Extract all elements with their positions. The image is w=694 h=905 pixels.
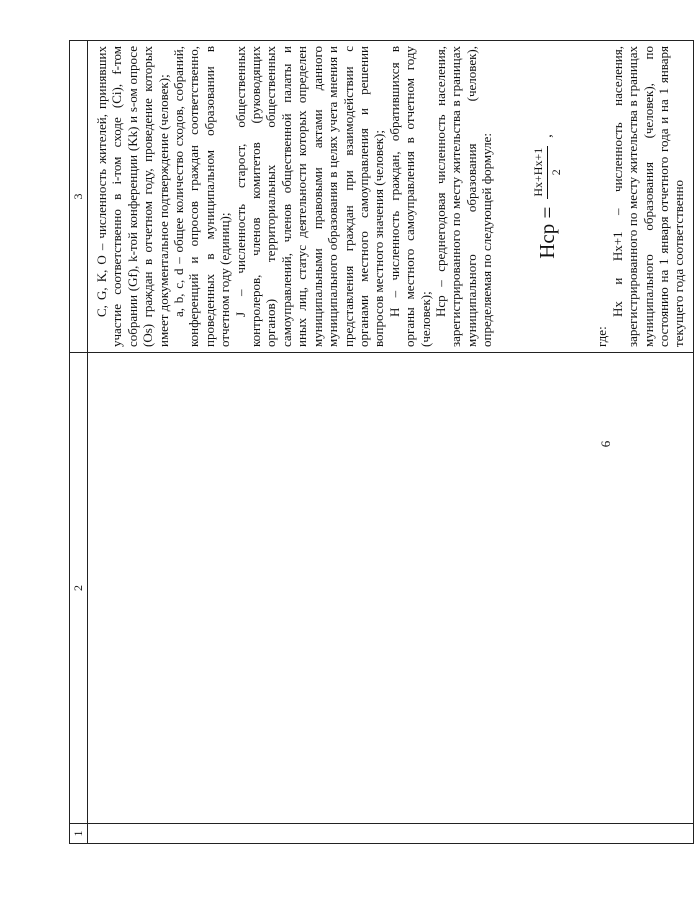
- where-label: где:: [594, 326, 610, 347]
- average-population-formula: [531, 46, 565, 347]
- definition-appeals: Н – численность граждан, обратившихся в органы местного самоуправления в отчетном году (человек);: [386, 46, 433, 347]
- formula-denominator: 2: [548, 169, 563, 176]
- col-header-2: 2: [70, 353, 88, 824]
- indicator-table: [69, 40, 694, 844]
- definition-participants: C, G, K, O – численность жителей, принявших участие соответственно в i-том сходе (Ci), f-том собрании (Gf), k-той конференции (Kk) и s-ом опросе (Os) граждан в отчетном году, проведение которых имеет документальное подтверждение (человек);: [94, 46, 171, 347]
- page-number: 6: [598, 440, 613, 448]
- table-row: [88, 41, 694, 844]
- col3-text: [94, 41, 687, 352]
- cell-col-3: [88, 41, 694, 353]
- rotated-table-frame: [69, 41, 687, 844]
- col-header-3: 3: [70, 41, 88, 353]
- cell-col-1: [88, 824, 694, 844]
- definition-representatives: J – численность старост, общественных контролеров, членов комитетов (руководящих органов) территориальных общественных самоуправлений, членов общественной палаты и иных лиц, статус деятельности которых определен муниципальными правовыми актами данного муниципального образования в целях учета мнения и представления граждан при взаимодействии с органами местного самоуправления и решении вопросов местного значения (человек);: [232, 46, 387, 347]
- definition-events-count: a, b, c, d – общее количество сходов, собраний, конференций и опросов граждан соответственно, проведенных в муниципальном образовании в отчетном году (единиц);: [171, 46, 233, 347]
- formula-trailing-comma: ,: [539, 134, 555, 138]
- table-header-row: [70, 41, 88, 844]
- col-header-1: 1: [70, 824, 88, 844]
- formula-fraction: [531, 146, 565, 199]
- formula-lhs: Нср =: [534, 206, 559, 259]
- rotated-table-sheet: [69, 41, 687, 844]
- definition-average-population: Нср – среднегодовая численность населения, зарегистрированного по месту жительства в границах муниципального образования (человек), определяемая по следующей формуле:: [432, 46, 495, 347]
- formula-numerator: Нx+Нx+1: [531, 146, 548, 199]
- cell-col-2: [88, 353, 694, 824]
- definition-population-dates: Нx и Нx+1 – численность населения, зарегистрированного по месту жительства в границах муниципального образования (человек), по состоянию на 1 января отчетного года и на 1 января текущего года соответственно: [609, 46, 687, 347]
